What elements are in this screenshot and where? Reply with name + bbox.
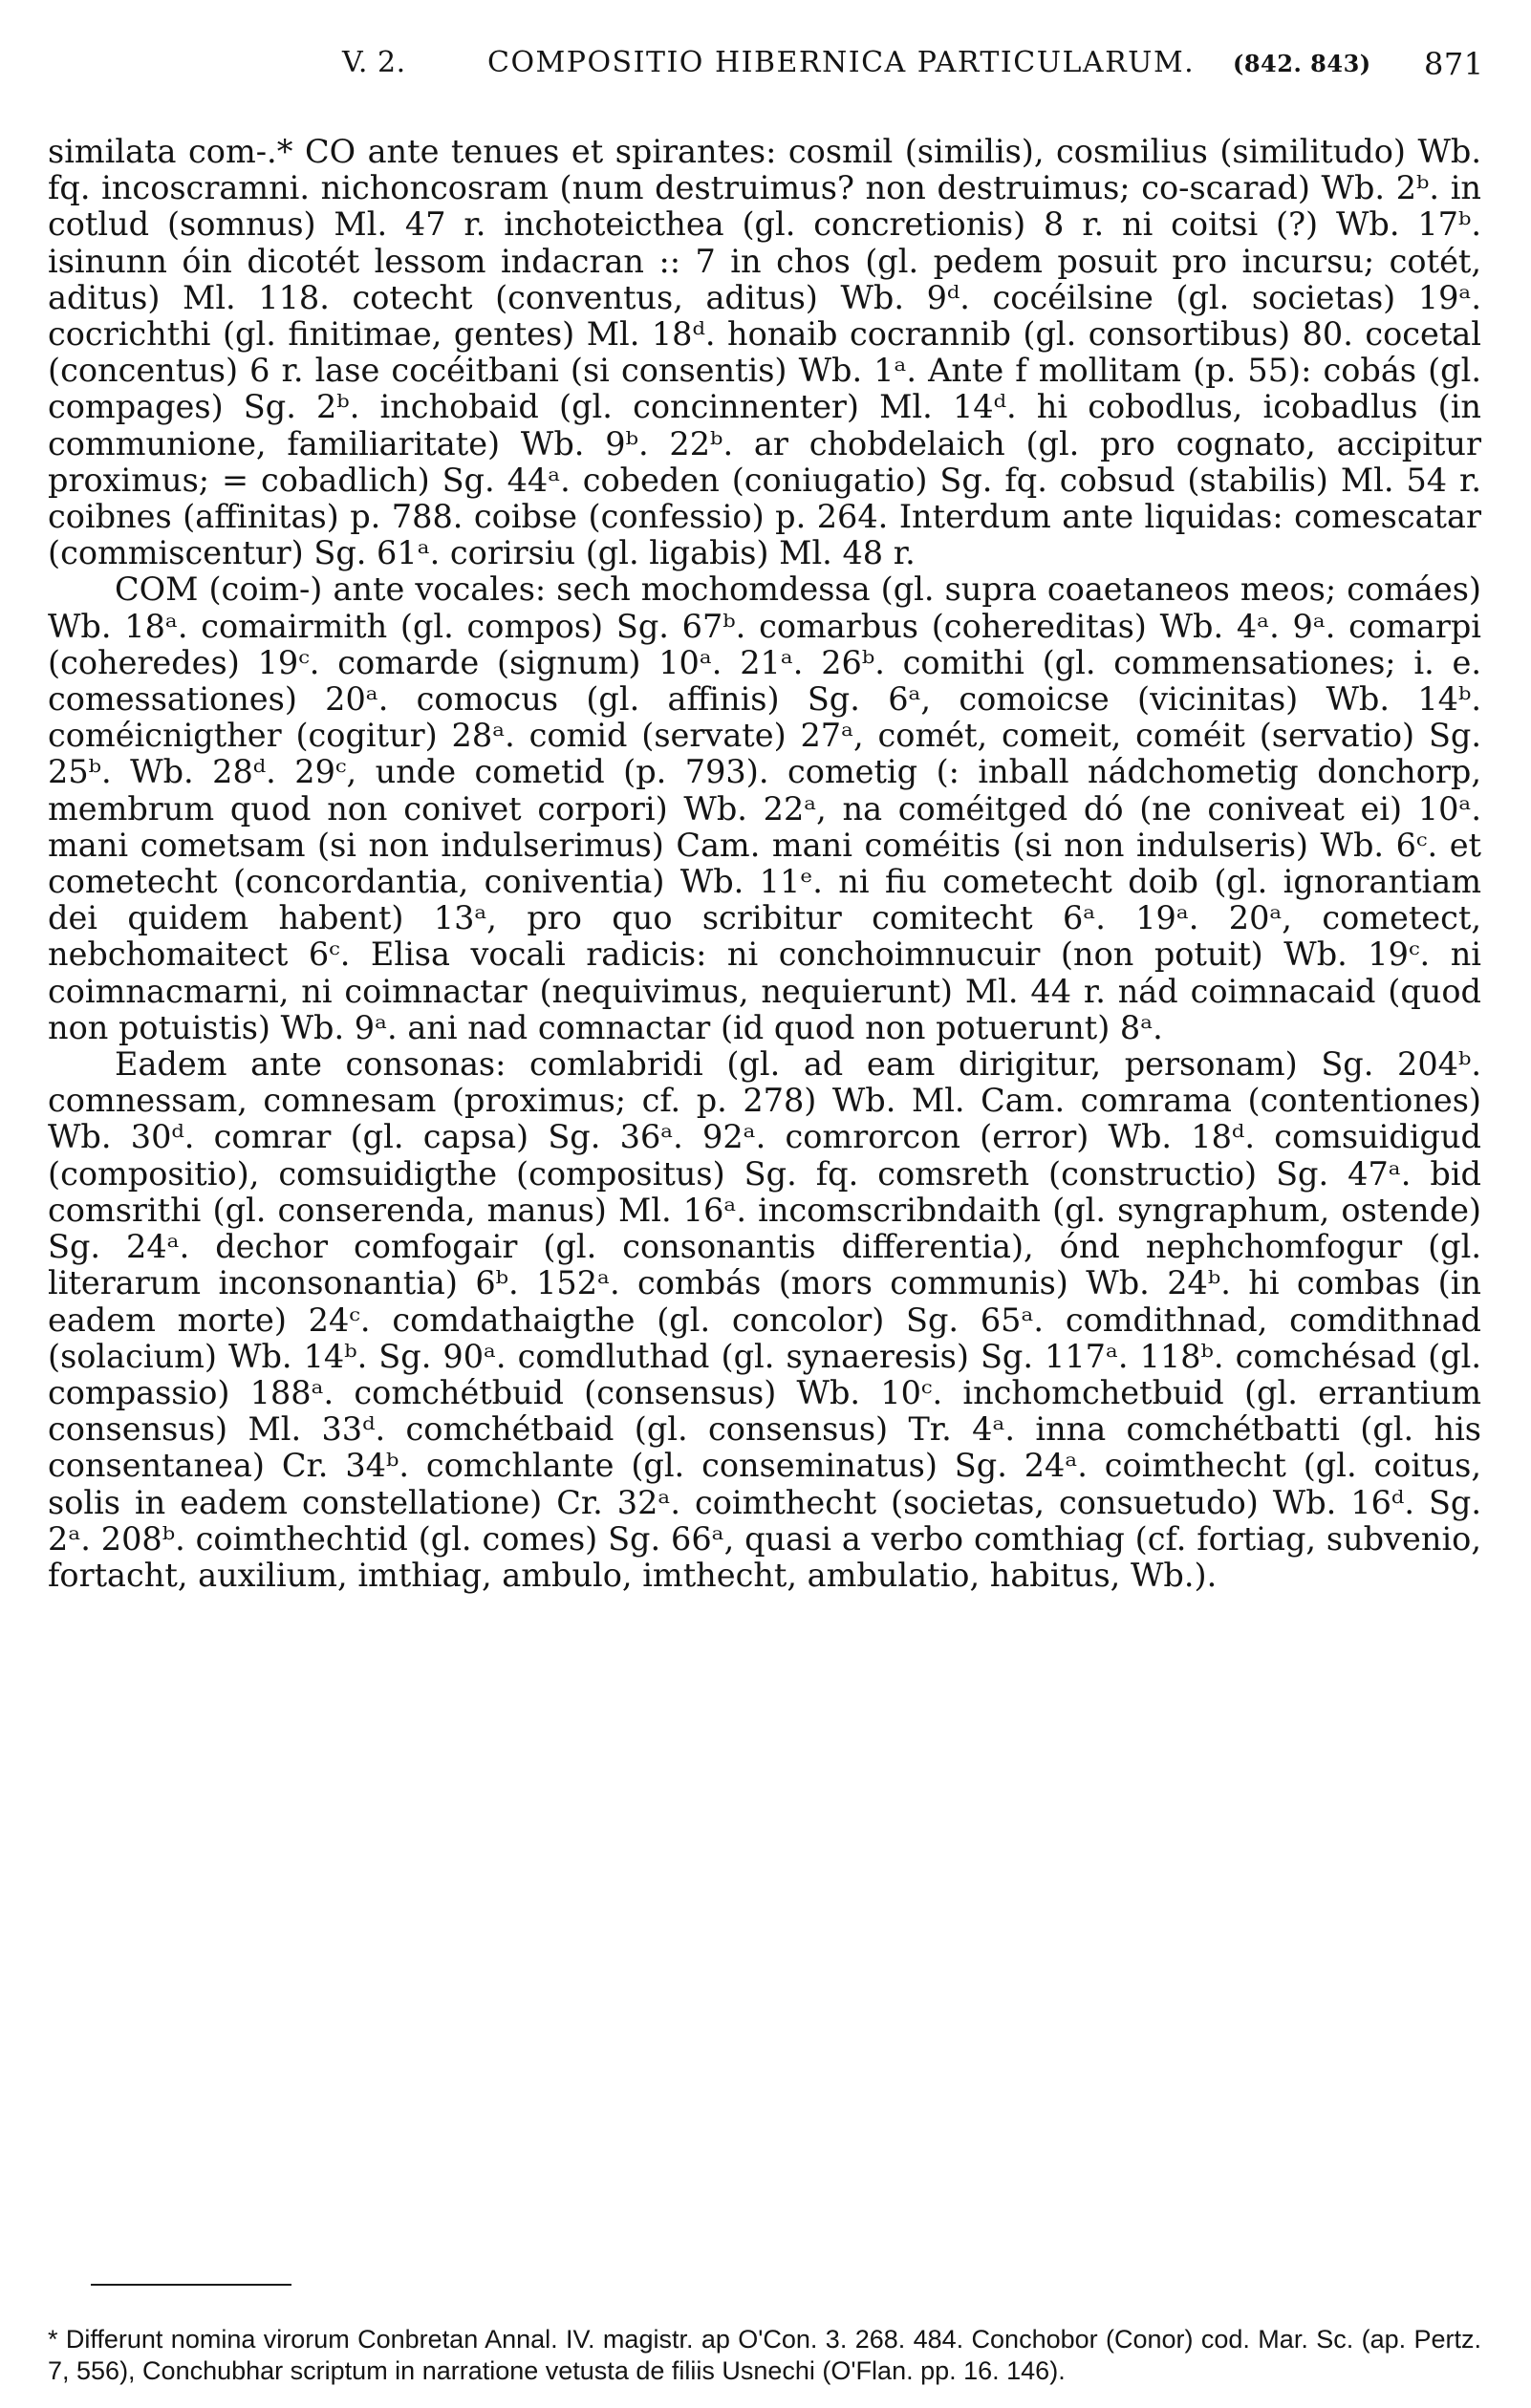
footnote-divider [91, 2284, 291, 2286]
paragraph-reference: (842. 843) [1233, 50, 1371, 77]
footnote: * Differunt nomina virorum Conbretan Annal. IV. magistr. ap O'Con. 3. 268. 484. Conchobor (Conor) cod. Mar. Sc. (ap. Pertz. 7, 556), Conchubhar scriptum in narratione vetusta de filiis Usnechi (O'Flan. pp. 16. 146). [48, 2325, 1481, 2385]
section-number: V. 2. [342, 46, 406, 79]
running-header [105, 40, 1484, 97]
main-text [48, 134, 1481, 1594]
page-title: COMPOSITIO HIBERNICA PARTICULARUM. [487, 46, 1196, 79]
paragraph-consonas: Eadem ante consonas: comlabridi (gl. ad eam dirigitur, personam) Sg. 204ᵇ. comnessam, comnesam (proximus; cf. p. 278) Wb. Ml. Cam. comrama (contentiones) Wb. 30ᵈ. comrar (gl. capsa) Sg. 36ᵃ. 92ᵃ. comrorcon (error) Wb. 18ᵈ. comsuidigud (compositio), comsuidigthe (compositus) Sg. fq. comsreth (constructio) Sg. 47ᵃ. bid comsrithi (gl. conserenda, manus) Ml. 16ᵃ. incomscribndaith (gl. syngraphum, ostende) Sg. 24ᵃ. dechor comfogair (gl. consonantis differentia), ónd nephchomfogur (gl. literarum inconsonantia) 6ᵇ. 152ᵃ. combás (mors communis) Wb. 24ᵇ. hi combas (in eadem morte) 24ᶜ. comdathaigthe (gl. concolor) Sg. 65ᵃ. comdithnad, comdithnad (solacium) Wb. 14ᵇ. Sg. 90ᵃ. comdluthad (gl. synaeresis) Sg. 117ᵃ. 118ᵇ. comchésad (gl. compassio) 188ᵃ. comchétbuid (consensus) Wb. 10ᶜ. inchomchetbuid (gl. errantium consensus) Ml. 33ᵈ. comchétbaid (gl. consensus) Tr. 4ᵃ. inna comchétbatti (gl. his consentanea) Cr. 34ᵇ. comchlante (gl. conseminatus) Sg. 24ᵃ. coimthecht (gl. coitus, solis in eadem constellatione) Cr. 32ᵃ. coimthecht (societas, consuetudo) Wb. 16ᵈ. Sg. 2ᵃ. 208ᵇ. coimthechtid (gl. comes) Sg. 66ᵃ, quasi a verbo comthiag (cf. fortiag, subvenio, fortacht, auxilium, imthiag, ambulo, imthecht, ambulatio, habitus, Wb.). [48, 1045, 1481, 1594]
page-number: 871 [1424, 46, 1484, 82]
paragraph-com-vocales: COM (coim-) ante vocales: sech mochomdessa (gl. supra coaetaneos meos; comáes) Wb. 18ᵃ. comairmith (gl. compos) Sg. 67ᵇ. comarbus (cohereditas) Wb. 4ᵃ. 9ᵃ. comarpi (coheredes) 19ᶜ. comarde (signum) 10ᵃ. 21ᵃ. 26ᵇ. comithi (gl. commensationes; i. e. comessationes) 20ᵃ. comocus (gl. affinis) Sg. 6ᵃ, comoicse (vicinitas) Wb. 14ᵇ. coméicnigther (cogitur) 28ᵃ. comid (servate) 27ᵃ, comét, comeit, coméit (servatio) Sg. 25ᵇ. Wb. 28ᵈ. 29ᶜ, unde cometid (p. 793). cometig (: inball nádchometig donchorp, membrum quod non conivet corpori) Wb. 22ᵃ, na coméitged dó (ne coniveat ei) 10ᵃ. mani cometsam (si non indulserimus) Cam. mani coméitis (si non indulseris) Wb. 6ᶜ. et cometecht (concordantia, coniventia) Wb. 11ᵉ. ni fiu cometecht doib (gl. ignorantiam dei quidem habent) 13ᵃ, pro quo scribitur comitecht 6ᵃ. 19ᵃ. 20ᵃ, cometect, nebchomaitect 6ᶜ. Elisa vocali radicis: ni conchoimnucuir (non potuit) Wb. 19ᶜ. ni coimnacmarni, ni coimnactar (nequivimus, nequierunt) Ml. 44 r. nád coimnacaid (quod non potuistis) Wb. 9ᵃ. ani nad comnactar (id quod non potuerunt) 8ᵃ. [48, 570, 1481, 1046]
paragraph-co-tenues: similata com-.* CO ante tenues et spirantes: cosmil (similis), cosmilius (similitudo) Wb. fq. incoscramni. nichoncosram (num destruimus? non destruimus; co-scarad) Wb. 2ᵇ. in cotlud (somnus) Ml. 47 r. inchoteicthea (gl. concretionis) 8 r. ni coitsi (?) Wb. 17ᵇ. isinunn óin dicotét lessom indacran :: 7 in chos (gl. pedem posuit pro incursu; cotét, aditus) Ml. 118. cotecht (conventus, aditus) Wb. 9ᵈ. cocéilsine (gl. societas) 19ᵃ. cocrichthi (gl. finitimae, gentes) Ml. 18ᵈ. honaib cocrannib (gl. consortibus) 80. cocetal (concentus) 6 r. lase cocéitbani (si consentis) Wb. 1ᵃ. Ante f mollitam (p. 55): cobás (gl. compages) Sg. 2ᵇ. inchobaid (gl. concinnenter) Ml. 14ᵈ. hi cobodlus, icobadlus (in communione, familiaritate) Wb. 9ᵇ. 22ᵇ. ar chobdelaich (gl. pro cognato, accipitur proximus; = cobadlich) Sg. 44ᵃ. cobeden (coniugatio) Sg. fq. cobsud (stabilis) Ml. 54 r. coibnes (affinitas) p. 788. coibse (confessio) p. 264. Interdum ante liquidas: comescatar (commiscentur) Sg. 61ᵃ. corirsiu (gl. ligabis) Ml. 48 r. [48, 133, 1481, 572]
